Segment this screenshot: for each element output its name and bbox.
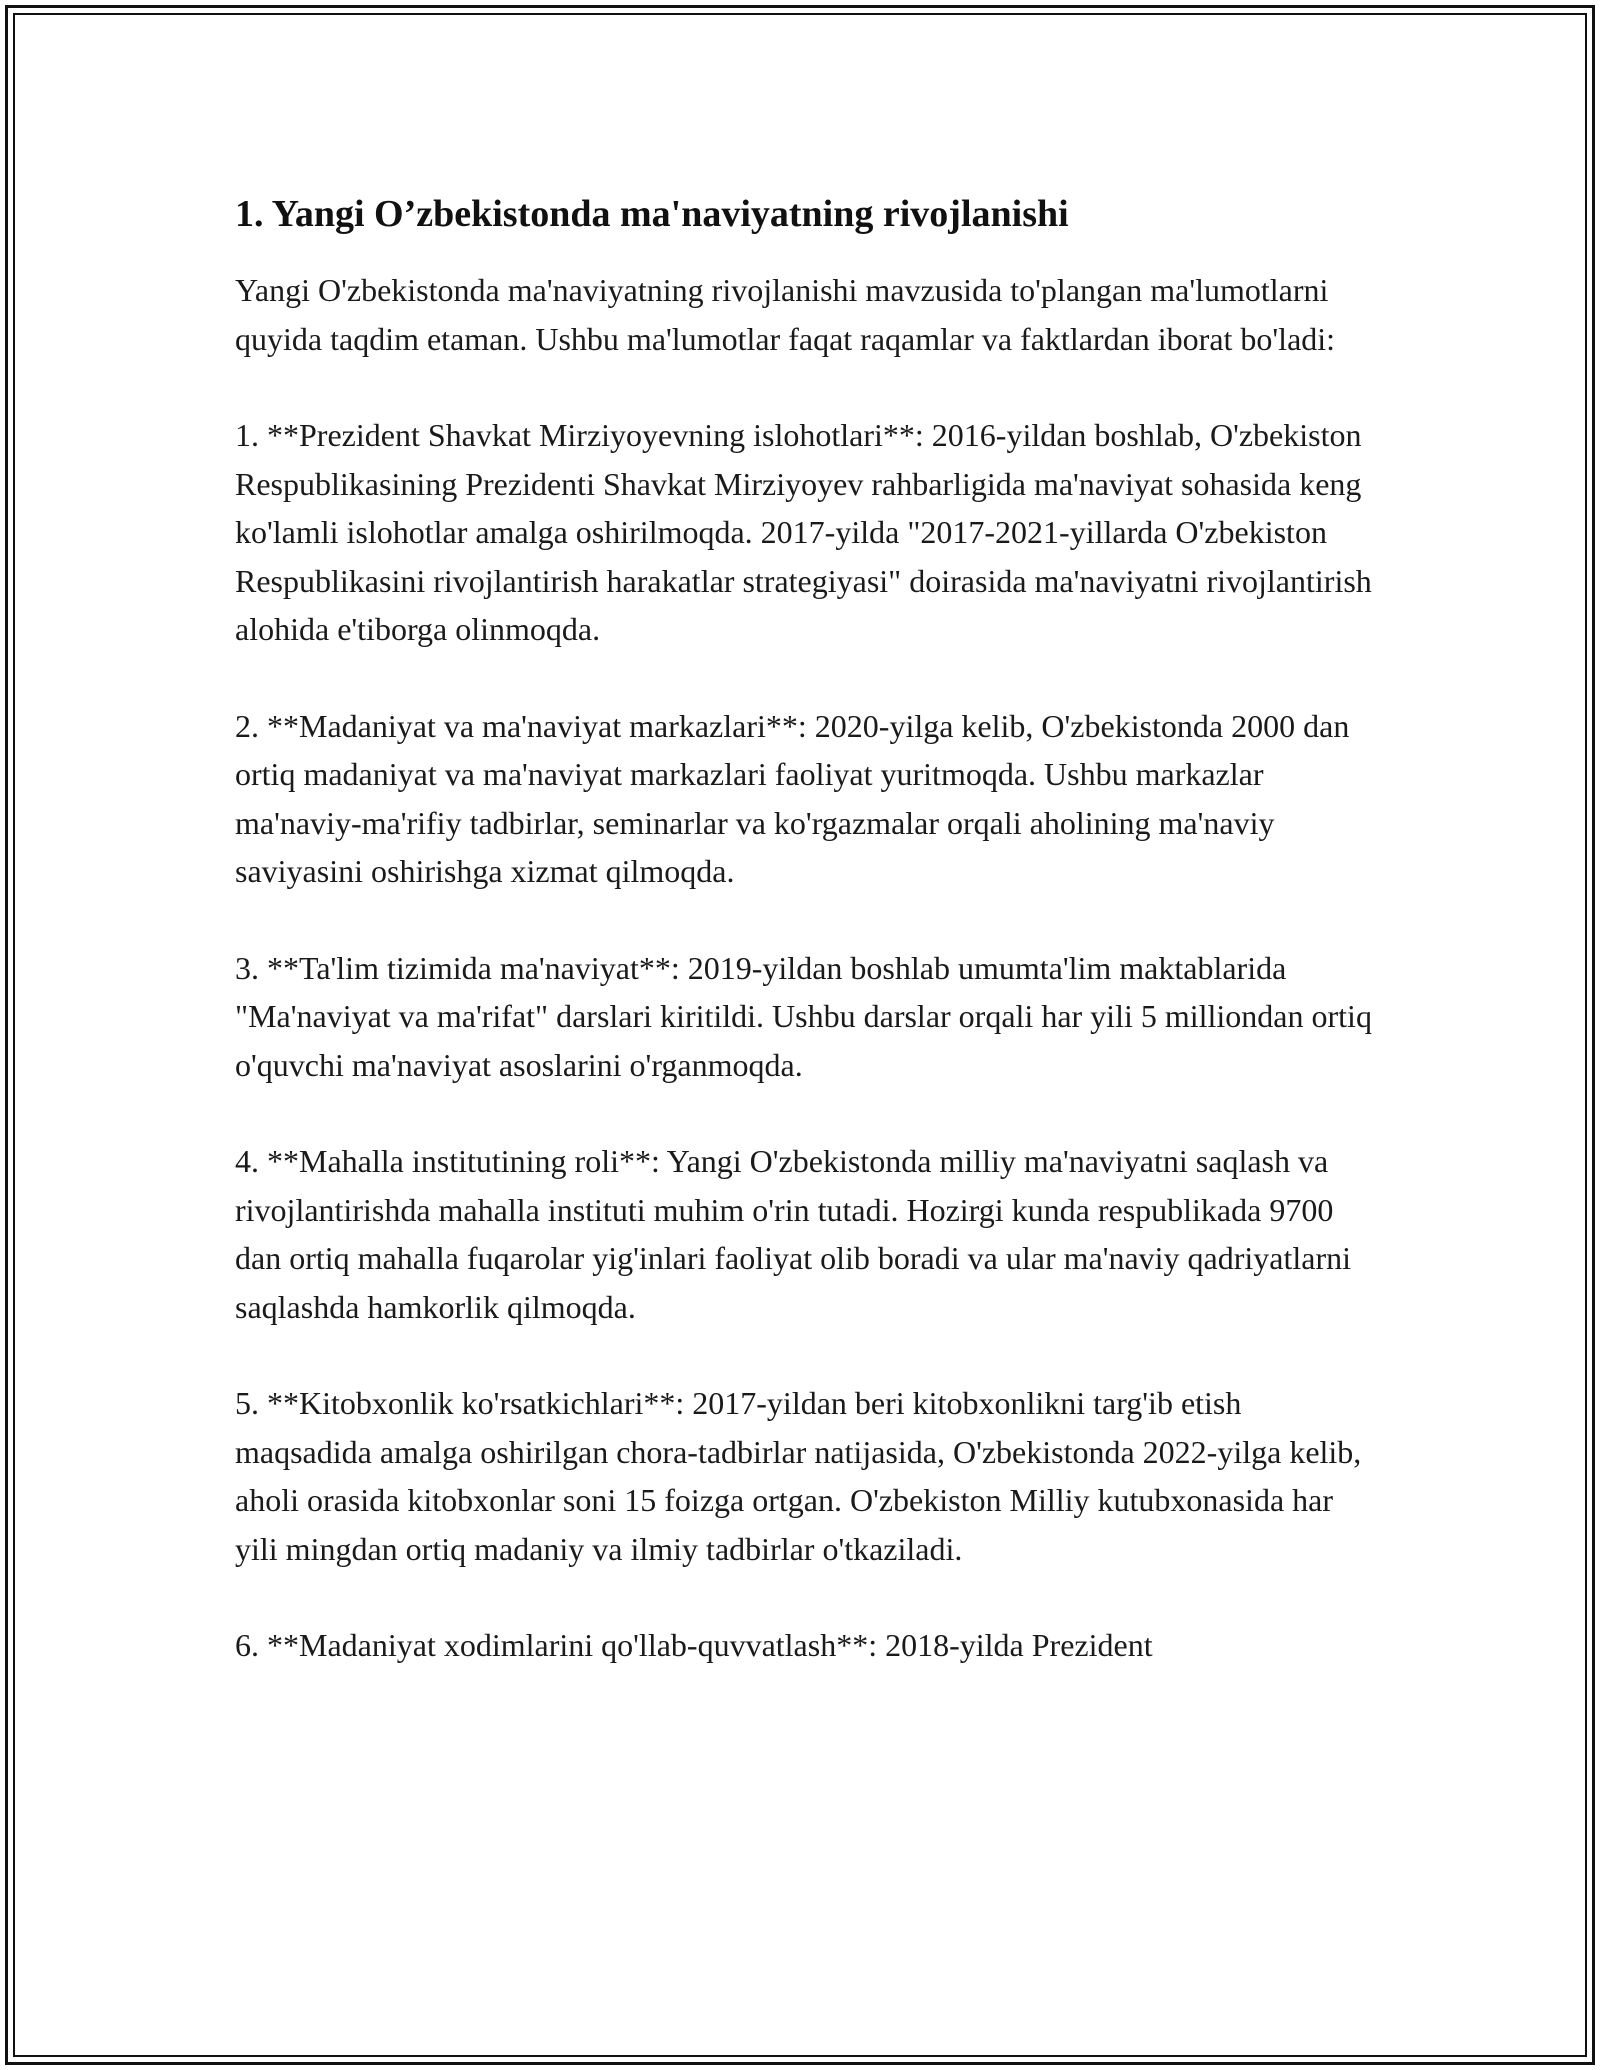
list-item-6: 6. **Madaniyat xodimlarini qo'llab-quvvatlash**: 2018-yilda Prezident bbox=[235, 1627, 1153, 1663]
list-item-1: 1. **Prezident Shavkat Mirziyoyevning islohotlari**: 2016-yildan boshlab, O'zbekiston Respublikasining Prezidenti Shavkat Mirziyoyev rahbarligida ma'naviyat sohasida keng ko'lamli islohotlar amalga oshirilmoqda. 2017-yilda "2017-2021-yillarda O'zbekiston Respublikasini rivojlantirish harakatlar strategiyasi" doirasida ma'naviyatni rivojlantirish alohida e'tiborga olinmoqda. bbox=[235, 417, 1372, 647]
document-title: 1. Yangi O’zbekistonda ma'naviyatning rivojlanishi bbox=[235, 193, 1069, 235]
intro-paragraph: Yangi O'zbekistonda ma'naviyatning rivojlanishi mavzusida to'plangan ma'lumotlarni quyida taqdim etaman. Ushbu ma'lumotlar faqat raqamlar va faktlardan iborat bo'ladi: bbox=[235, 272, 1336, 357]
list-item-4: 4. **Mahalla institutining roli**: Yangi O'zbekistonda milliy ma'naviyatni saqlash va rivojlantirishda mahalla instituti muhim o'rin tutadi. Hozirgi kunda respublikada 9700 dan ortiq mahalla fuqarolar yig'inlari faoliyat olib boradi va ular ma'naviy qadriyatlarni saqlashda hamkorlik qilmoqda. bbox=[235, 1143, 1352, 1325]
list-item-2: 2. **Madaniyat va ma'naviyat markazlari**: 2020-yilga kelib, O'zbekistonda 2000 dan ortiq madaniyat va ma'naviyat markazlari faoliyat yuritmoqda. Ushbu markazlar ma'naviy-ma'rifiy tadbirlar, seminarlar va ko'rgazmalar orqali aholining ma'naviy saviyasini oshirishga xizmat qilmoqda. bbox=[235, 707, 1350, 889]
list-item-3: 3. **Ta'lim tizimida ma'naviyat**: 2019-yildan boshlab umumta'lim maktablarida "Ma'naviyat va ma'rifat" darslari kiritildi. Ushbu darslar orqali har yili 5 milliondan ortiq o'quvchi ma'naviyat asoslarini o'rganmoqda. bbox=[235, 949, 1372, 1083]
list-item-5: 5. **Kitobxonlik ko'rsatkichlari**: 2017-yildan beri kitobxonlikni targ'ib etish maqsadida amalga oshirilgan chora-tadbirlar natijasida, O'zbekistonda 2022-yilga kelib, aholi orasida kitobxonlar soni 15 foizga ortgan. O'zbekiston Milliy kutubxonasida har yili mingdan ortiq madaniy va ilmiy tadbirlar o'tkaziladi. bbox=[235, 1385, 1362, 1567]
document-body bbox=[235, 186, 1375, 1718]
